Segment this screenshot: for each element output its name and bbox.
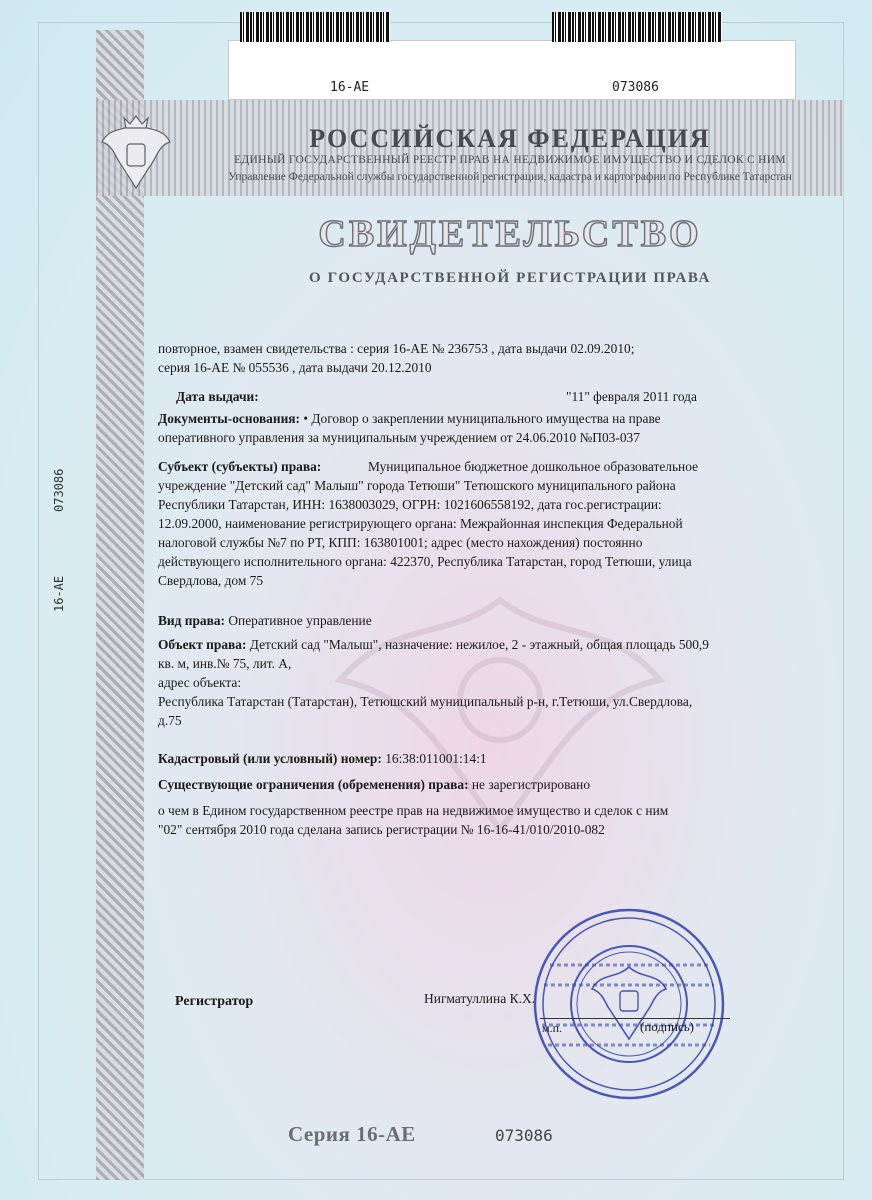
barcode-right — [552, 12, 722, 42]
object-line-1 — [158, 636, 709, 654]
side-series: 16-AE — [52, 575, 66, 612]
encumbrance-value: не зарегистрировано — [468, 777, 591, 792]
encumbrance-line — [158, 776, 590, 794]
object-text-1: Детский сад "Малыш", назначение: нежилое, 2 - этажный, общая площадь 500,9 — [246, 637, 709, 652]
issue-label: Дата выдачи: — [176, 389, 259, 404]
right-type-label: Вид права: — [158, 613, 226, 628]
cadastral-value: 16:38:011001:14:1 — [381, 751, 487, 766]
registrar-label: Регистратор — [175, 994, 254, 1009]
header-office: Управление Федеральной службы государственной регистрации, кадастра и картографии по Республике Татарстан — [228, 171, 792, 183]
object-label: Объект права: — [158, 637, 247, 652]
barcode-panel — [228, 40, 796, 100]
subject-line-4: налоговой службы №7 по РТ, КПП: 163801001; адрес (место нахождения) постоянно — [158, 535, 643, 550]
docs-line-1 — [158, 410, 661, 428]
footer-series: Серия 16-АЕ — [288, 1122, 416, 1146]
barcode-left-text: 16-AE — [330, 80, 370, 95]
issue-date-label — [176, 388, 259, 406]
mp-label: м.п. — [542, 1021, 563, 1035]
repeat-line-2: серия 16-АЕ № 055536 , дата выдачи 20.12.2010 — [158, 360, 432, 375]
record-line-2: "02" сентября 2010 года сделана запись регистрации № 16-16-41/010/2010-082 — [158, 822, 605, 837]
barcode-left — [240, 12, 390, 42]
subject-label: Субъект (субъекты) права: — [158, 459, 322, 474]
repeat-line-1: повторное, взамен свидетельства : серия 16-АЕ № 236753 , дата выдачи 02.09.2010; — [158, 341, 635, 356]
document-title: СВИДЕТЕЛЬСТВО — [318, 213, 702, 255]
right-type-line — [158, 612, 372, 630]
guilloche-side-band — [96, 30, 144, 1180]
subject-line-3: 12.09.2000, наименование регистрирующего органа: Межрайонная инспекция Федеральной — [158, 516, 683, 531]
cadastral-line — [158, 750, 487, 768]
coat-of-arms-icon — [96, 108, 176, 200]
subject-line-2: Республики Татарстан, ИНН: 1638003029, ОГРН: 1021606558192, дата гос.регистрации: — [158, 497, 662, 512]
header-registry: ЕДИНЫЙ ГОСУДАРСТВЕННЫЙ РЕЕСТР ПРАВ НА НЕДВИЖИМОЕ ИМУЩЕСТВО И СДЕЛОК С НИМ — [234, 154, 786, 166]
right-type-value: Оперативное управление — [225, 613, 372, 628]
document-subtitle: О ГОСУДАРСТВЕННОЙ РЕГИСТРАЦИИ ПРАВА — [308, 270, 711, 286]
docs-line-2: оперативного управления за муниципальным учреждением от 24.06.2010 №П03-037 — [158, 430, 640, 445]
docs-text-1: • Договор о закреплении муниципального имущества на праве — [300, 411, 661, 426]
header-country: РОССИЙСКАЯ ФЕДЕРАЦИЯ — [309, 124, 711, 153]
record-line-1: о чем в Едином государственном реестре прав на недвижимое имущество и сделок с ним — [158, 803, 669, 818]
encumbrance-label: Существующие ограничения (обременения) права: — [158, 777, 469, 792]
subject-line-6: Свердлова, дом 75 — [158, 573, 264, 588]
signature-line — [540, 1018, 730, 1019]
signature-caption: (подпись) — [640, 1019, 694, 1034]
issue-date: "11" февраля 2011 года — [566, 389, 697, 404]
cadastral-label: Кадастровый (или условный) номер: — [158, 751, 382, 766]
docs-label: Документы-основания: — [158, 411, 301, 426]
address-label: адрес объекта: — [158, 675, 242, 690]
footer-number: 073086 — [495, 1126, 553, 1145]
subject-line-5: действующего исполнительного органа: 422370, Республика Татарстан, город Тетюши, улица — [158, 554, 692, 569]
subject-line-0: Муниципальное бюджетное дошкольное образовательное — [368, 459, 699, 474]
subject-line-1: учреждение "Детский сад" Малыш" города Тетюши" Тетюшского муниципального района — [158, 478, 676, 493]
side-number: 073086 — [52, 468, 66, 512]
barcode-right-text: 073086 — [612, 80, 659, 95]
address-line-2: д.75 — [158, 713, 182, 728]
address-line-1: Республика Татарстан (Татарстан), Тетюшский муниципальный р-н, г.Тетюши, ул.Свердлова, — [158, 694, 693, 709]
registrar-name: Нигматуллина К.Х. — [424, 991, 536, 1006]
official-stamp-icon — [530, 905, 728, 1103]
object-line-2: кв. м, инв.№ 75, лит. А, — [158, 656, 292, 671]
